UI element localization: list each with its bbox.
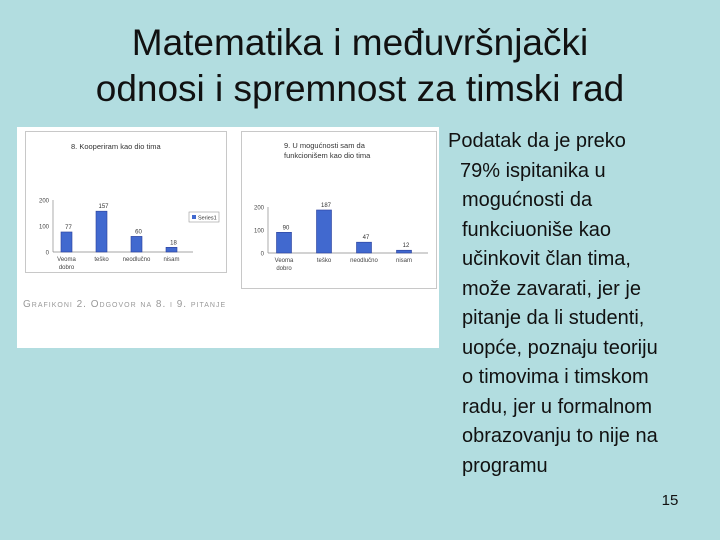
title-line-2: odnosi i spremnost za timski rad xyxy=(95,68,625,109)
body-text xyxy=(448,127,710,481)
body-line: 79% ispitanika u xyxy=(460,159,606,182)
body-line: pitanje da li studenti, xyxy=(462,307,645,329)
y-tick-label: 200 xyxy=(253,205,264,212)
body-line: funkciuoniše kao xyxy=(462,218,611,241)
data-label: 18 xyxy=(170,240,177,247)
chart-question-8 xyxy=(25,131,227,273)
title-line-1: Matematika i međuvršnjački xyxy=(131,22,589,63)
x-tick-label: nisam xyxy=(163,257,180,263)
data-label: 47 xyxy=(362,235,370,242)
body-line: programu xyxy=(462,454,548,477)
y-tick-label: 0 xyxy=(260,251,264,258)
chart-question-9 xyxy=(241,131,437,289)
page-number: 15 xyxy=(661,492,679,509)
body-line: o timovima i timskom xyxy=(462,366,649,388)
x-tick-label: neodlučno xyxy=(350,258,378,264)
bar xyxy=(96,211,107,252)
body-line: uopće, poznaju teoriju xyxy=(462,336,658,359)
data-label: 90 xyxy=(282,225,290,232)
bar xyxy=(277,232,292,253)
x-tick-label: teško xyxy=(94,257,109,263)
bar xyxy=(357,242,372,253)
legend-swatch xyxy=(192,215,196,219)
y-tick-label: 100 xyxy=(253,228,264,235)
chart-title: 9. U mogućnosti sam da xyxy=(284,141,365,150)
bar xyxy=(61,232,72,252)
chart-question-8-svg xyxy=(26,132,226,272)
body-line: radu, jer u formalnom xyxy=(462,395,653,418)
x-tick-label: dobro xyxy=(276,266,292,272)
data-label: 77 xyxy=(65,224,72,231)
figure-panel xyxy=(17,127,439,348)
x-tick-label: nisam xyxy=(395,258,413,264)
bar xyxy=(317,210,332,253)
chart-title: funkcionišem kao dio tima xyxy=(284,151,371,160)
bar xyxy=(397,250,412,253)
figure-caption: Grafikoni 2. Odgovor na 8. i 9. pitanje xyxy=(23,299,227,310)
body-line: obrazovanju to nije na xyxy=(462,425,658,447)
x-tick-label: Veoma xyxy=(57,257,76,263)
body-line: može zavarati, jer je xyxy=(462,277,641,300)
x-tick-label: neodlučno xyxy=(122,257,151,263)
data-label: 12 xyxy=(402,243,410,250)
bar xyxy=(131,236,142,252)
y-tick-label: 100 xyxy=(38,224,49,231)
x-tick-label: Veoma xyxy=(274,258,294,264)
body-line: mogućnosti da xyxy=(462,189,593,211)
x-tick-label: dobro xyxy=(58,265,75,271)
y-tick-label: 0 xyxy=(45,250,49,257)
data-label: 157 xyxy=(98,204,109,211)
data-label: 187 xyxy=(320,202,332,209)
y-tick-label: 200 xyxy=(38,198,49,205)
chart-title: 8. Kooperiram kao dio tima xyxy=(71,142,161,151)
body-line: Podatak da je preko xyxy=(448,130,626,152)
slide-title xyxy=(0,20,720,112)
body-line: učinkovit član tima, xyxy=(462,248,631,270)
chart-question-9-svg xyxy=(242,132,436,288)
data-label: 60 xyxy=(135,229,142,236)
bar xyxy=(166,247,177,252)
legend-label: Series1 xyxy=(198,215,217,222)
x-tick-label: teško xyxy=(316,258,332,264)
